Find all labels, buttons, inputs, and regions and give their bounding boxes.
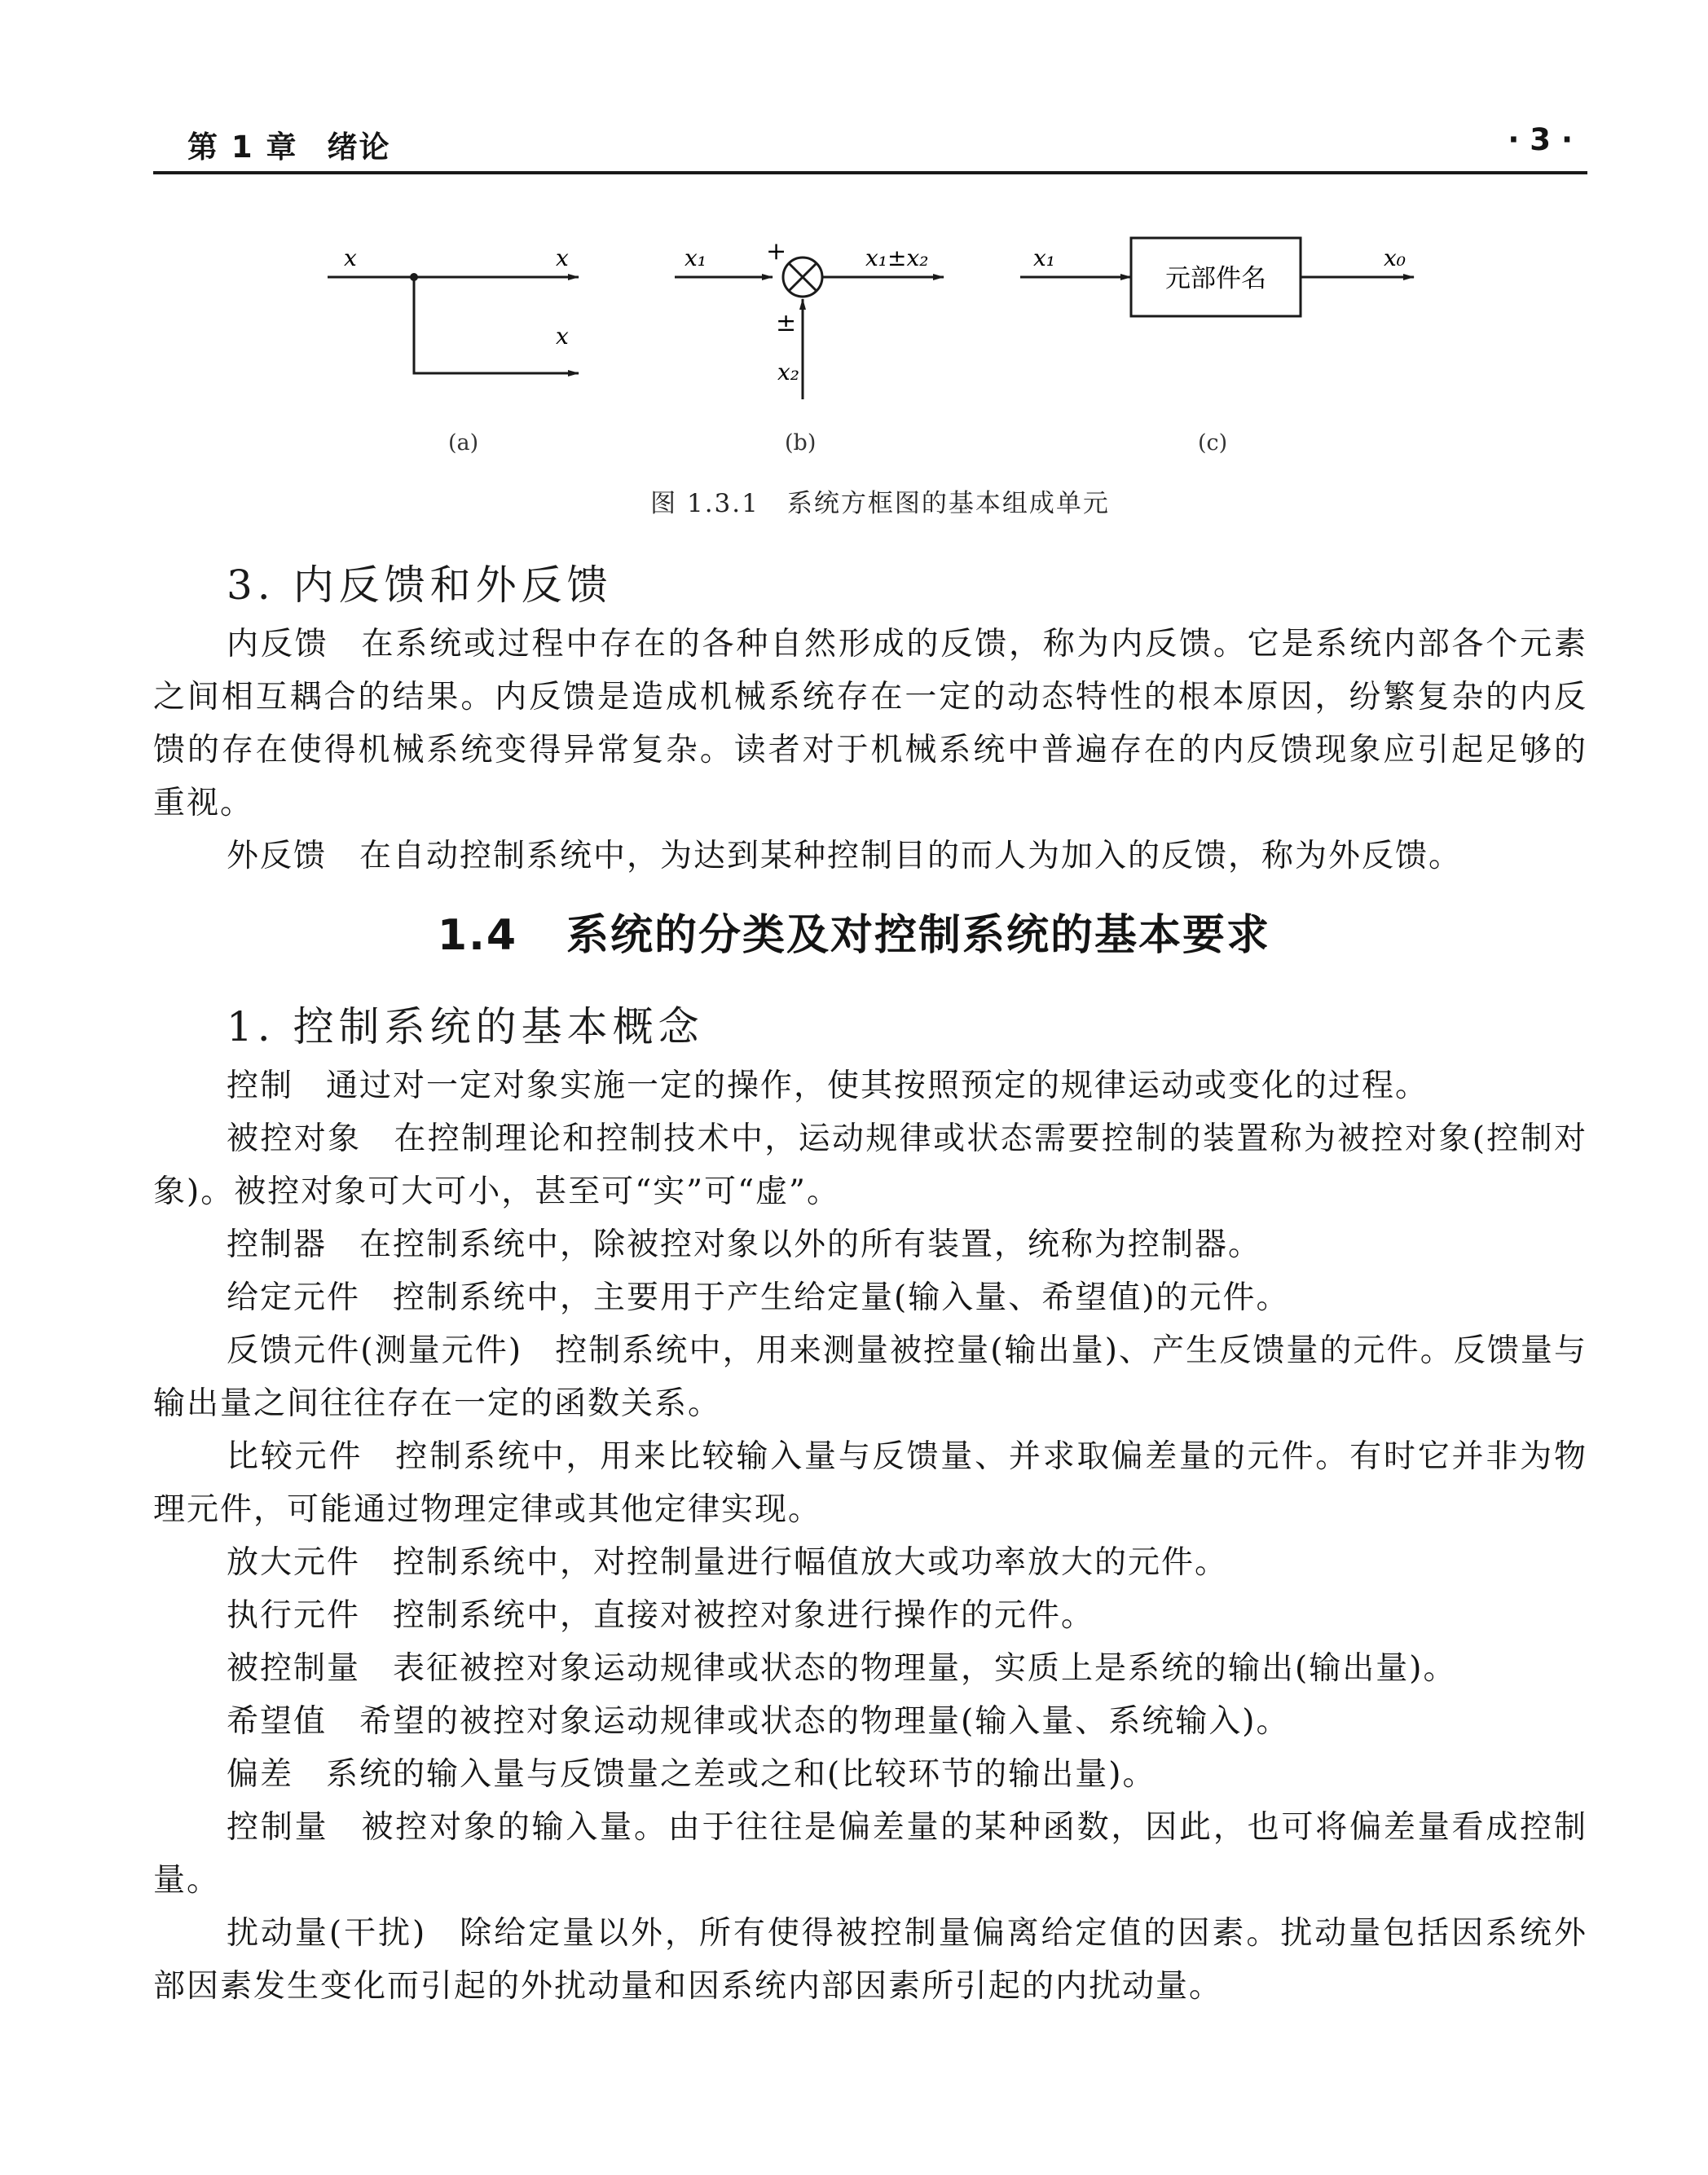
def-text: 表征被控对象运动规律或状态的物理量，实质上是系统的输出(输出量)。 [393, 1650, 1457, 1687]
def-term: 被控制量 [227, 1650, 361, 1687]
def-term: 扰动量(干扰) [227, 1915, 427, 1952]
summing-point-diagram [675, 237, 944, 399]
term-external-feedback: 外反馈 [227, 838, 328, 874]
def-term: 偏差 [227, 1756, 294, 1793]
section-heading-1-4 [0, 900, 1708, 962]
def-item [153, 1642, 1587, 1695]
def-item [153, 1536, 1587, 1589]
block-name-label: 元部件名 [1165, 264, 1266, 293]
page-number: · 3 · [1508, 122, 1573, 157]
def-text: 除给定量以外，所有使得被控制量偏离给定值的因素。扰动量包括因系统外部因素发生变化而引起的外扰动量和因系统内部因素所引起的内扰动量。 [153, 1915, 1587, 2005]
running-header [153, 122, 1587, 174]
block-out-label: x₀ [1384, 244, 1406, 271]
summing-plus-sign: + [766, 237, 787, 266]
def-item [153, 1271, 1587, 1324]
summing-out-label: x₁±x₂ [865, 244, 929, 271]
summing-pm-sign: ± [776, 309, 797, 337]
def-text: 通过对一定对象实施一定的操作，使其按照预定的规律运动或变化的过程。 [326, 1068, 1429, 1104]
def-internal-feedback: 在系统或过程中存在的各种自然形成的反馈，称为内反馈。它是系统内部各个元素之间相互耦合的结果。内反馈是造成机械系统存在一定的动态特性的根本原因，纷繁复杂的内反馈的存在使得机械系统变得异常复杂。读者对于机械系统中普遍存在的内反馈现象应引起足够的重视。 [153, 626, 1587, 821]
def-term: 比较元件 [227, 1438, 363, 1475]
def-item [153, 1430, 1587, 1536]
def-term: 控制量 [227, 1809, 329, 1846]
component-block-diagram [1020, 238, 1414, 316]
def-text: 在控制理论和控制技术中，运动规律或状态需要控制的装置称为被控对象(控制对象)。被控对象可大可小，甚至可“实”可“虚”。 [153, 1121, 1587, 1210]
sub-caption-b: (b) [785, 430, 817, 456]
summing-bottom-label: x₂ [777, 359, 800, 385]
def-text: 控制系统中，用来比较输入量与反馈量、并求取偏差量的元件。有时它并非为物理元件，可能通过物理定律或其他定律实现。 [153, 1438, 1587, 1528]
def-term: 反馈元件(测量元件) [227, 1332, 523, 1369]
chapter-title: 绪论 [327, 130, 391, 165]
def-text: 控制系统中，对控制量进行幅值放大或功率放大的元件。 [393, 1544, 1229, 1581]
heading-internal-external-feedback: 3. 内反馈和外反馈 [227, 561, 613, 609]
def-term: 被控对象 [227, 1121, 362, 1157]
section-title: 系统的分类及对控制系统的基本要求 [566, 911, 1271, 960]
def-term: 放大元件 [227, 1544, 361, 1581]
branch-lower-line [414, 277, 579, 373]
def-term: 执行元件 [227, 1597, 361, 1634]
branch-out-top-label: x [556, 244, 569, 271]
def-text: 控制系统中，主要用于产生给定量(输入量、希望值)的元件。 [393, 1279, 1290, 1316]
block-diagram-units [310, 220, 1450, 473]
para-internal-feedback [153, 618, 1587, 830]
def-item [153, 1059, 1587, 1112]
def-text: 被控对象的输入量。由于往往是偏差量的某种函数，因此，也可将偏差量看成控制量。 [153, 1809, 1587, 1899]
def-term: 希望值 [227, 1703, 328, 1740]
def-term: 给定元件 [227, 1279, 361, 1316]
figure-1-3-1 [310, 220, 1450, 522]
figure-number: 图 1.3.1 [650, 489, 759, 518]
def-text: 在控制系统中，除被控对象以外的所有装置，统称为控制器。 [359, 1226, 1262, 1263]
term-internal-feedback: 内反馈 [227, 626, 329, 663]
def-item [153, 1324, 1587, 1430]
def-item [153, 1112, 1587, 1218]
section-number: 1.4 [437, 911, 518, 960]
heading-basic-concepts: 1. 控制系统的基本概念 [227, 1003, 704, 1050]
chapter-label [187, 122, 391, 166]
def-external-feedback: 在自动控制系统中，为达到某种控制目的而人为加入的反馈，称为外反馈。 [359, 838, 1463, 874]
def-item [153, 1801, 1587, 1907]
def-term: 控制器 [227, 1226, 328, 1263]
branch-out-bottom-label: x [556, 323, 569, 350]
def-text: 希望的被控对象运动规律或状态的物理量(输入量、系统输入)。 [359, 1703, 1290, 1740]
figure-caption [310, 482, 1450, 519]
branch-in-label: x [344, 244, 357, 271]
def-item [153, 1218, 1587, 1271]
def-item [153, 1907, 1587, 2013]
block-in-label: x₁ [1033, 244, 1056, 271]
def-text: 控制系统中，用来测量被控量(输出量)、产生反馈量的元件。反馈量与输出量之间往往存在一定的函数关系。 [153, 1332, 1587, 1422]
def-term: 控制 [227, 1068, 294, 1104]
summing-in-label: x₁ [685, 244, 707, 271]
sub-caption-a: (a) [448, 430, 479, 456]
branch-point-diagram [328, 244, 579, 373]
para-external-feedback [153, 830, 1587, 883]
def-item [153, 1748, 1587, 1801]
def-text: 系统的输入量与反馈量之差或之和(比较环节的输出量)。 [326, 1756, 1156, 1793]
sub-caption-c: (c) [1198, 430, 1228, 456]
def-text: 控制系统中，直接对被控对象进行操作的元件。 [393, 1597, 1095, 1634]
figure-title: 系统方框图的基本组成单元 [786, 489, 1110, 518]
def-item [153, 1589, 1587, 1642]
chapter-number: 第 1 章 [187, 130, 298, 165]
def-item [153, 1695, 1587, 1748]
